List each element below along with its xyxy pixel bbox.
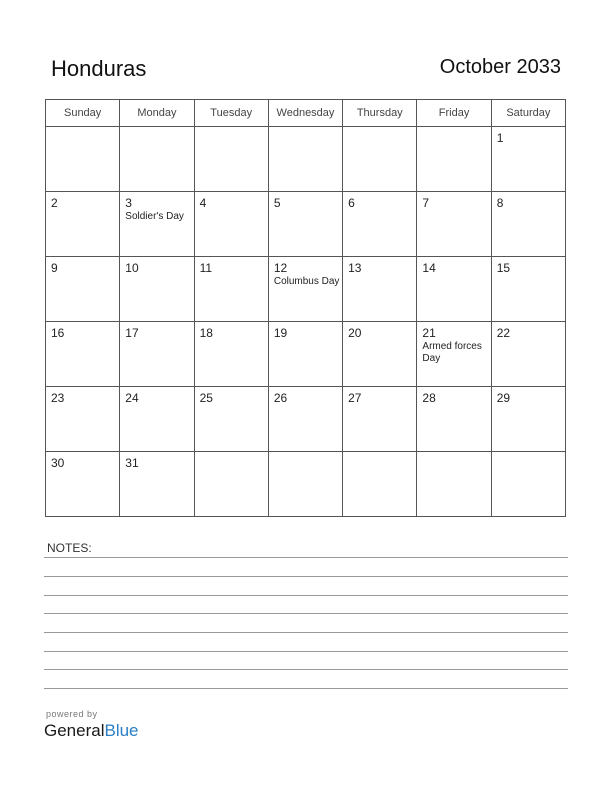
day-cell bbox=[194, 127, 268, 192]
day-number: 25 bbox=[199, 391, 213, 405]
calendar-grid bbox=[45, 99, 566, 517]
day-cell bbox=[417, 127, 491, 192]
day-cell bbox=[417, 322, 491, 387]
logo-general-text: General bbox=[44, 721, 105, 740]
day-number: 4 bbox=[199, 196, 207, 210]
week-row bbox=[46, 257, 566, 322]
day-number: 1 bbox=[496, 131, 504, 145]
day-cell bbox=[268, 452, 342, 517]
note-line bbox=[44, 669, 568, 670]
day-cell bbox=[120, 322, 194, 387]
day-cell bbox=[343, 452, 417, 517]
note-line bbox=[44, 688, 568, 689]
day-cell bbox=[46, 387, 120, 452]
day-number: 13 bbox=[348, 261, 362, 275]
day-number: 28 bbox=[422, 391, 436, 405]
day-cell bbox=[491, 322, 565, 387]
day-cell bbox=[491, 452, 565, 517]
week-row bbox=[46, 452, 566, 517]
weekday-header: Saturday bbox=[491, 100, 565, 127]
week-row bbox=[46, 387, 566, 452]
powered-by-text: powered by bbox=[46, 709, 98, 719]
day-cell bbox=[120, 257, 194, 322]
weekday-header: Friday bbox=[417, 100, 491, 127]
day-number: 3 bbox=[125, 196, 132, 210]
day-number: 11 bbox=[199, 261, 213, 275]
day-cell bbox=[120, 192, 194, 257]
day-cell bbox=[268, 257, 342, 322]
day-number: 24 bbox=[125, 391, 139, 405]
day-cell bbox=[343, 322, 417, 387]
day-number: 17 bbox=[125, 326, 139, 340]
note-line bbox=[44, 557, 568, 558]
day-cell bbox=[343, 127, 417, 192]
generalblue-logo bbox=[44, 721, 139, 741]
day-number: 5 bbox=[273, 196, 281, 210]
note-line bbox=[44, 632, 568, 633]
day-number: 14 bbox=[422, 261, 436, 275]
day-cell bbox=[46, 322, 120, 387]
day-cell bbox=[417, 257, 491, 322]
day-number: 7 bbox=[422, 196, 430, 210]
weekday-header: Thursday bbox=[343, 100, 417, 127]
day-cell bbox=[343, 257, 417, 322]
day-cell bbox=[46, 452, 120, 517]
day-cell bbox=[120, 387, 194, 452]
day-cell bbox=[268, 127, 342, 192]
month-year-title: October 2033 bbox=[439, 56, 561, 78]
day-cell bbox=[343, 387, 417, 452]
day-number: 20 bbox=[348, 326, 362, 340]
day-cell bbox=[268, 322, 342, 387]
day-cell bbox=[120, 452, 194, 517]
day-number: 18 bbox=[199, 326, 213, 340]
day-number: 27 bbox=[348, 391, 362, 405]
day-cell bbox=[343, 192, 417, 257]
logo-blue-text: Blue bbox=[104, 721, 139, 740]
country-title: Honduras bbox=[51, 56, 147, 81]
week-row bbox=[46, 192, 566, 257]
day-number: 16 bbox=[51, 326, 65, 340]
day-cell bbox=[120, 127, 194, 192]
day-cell bbox=[194, 452, 268, 517]
day-number: 15 bbox=[496, 261, 511, 275]
day-cell bbox=[491, 127, 565, 192]
note-line bbox=[44, 595, 568, 596]
day-cell bbox=[46, 127, 120, 192]
day-cell bbox=[46, 257, 120, 322]
holiday-label: Columbus Day bbox=[273, 276, 340, 287]
holiday-label: Armed forces Day bbox=[422, 341, 482, 364]
day-cell bbox=[491, 257, 565, 322]
day-number: 10 bbox=[125, 261, 139, 275]
week-row bbox=[46, 127, 566, 192]
weekday-header: Tuesday bbox=[194, 100, 268, 127]
day-number: 31 bbox=[125, 456, 139, 470]
day-number: 26 bbox=[273, 391, 288, 405]
day-number: 6 bbox=[348, 196, 355, 210]
day-cell bbox=[194, 192, 268, 257]
note-line bbox=[44, 613, 568, 614]
day-number: 19 bbox=[273, 326, 288, 340]
day-cell bbox=[268, 192, 342, 257]
day-cell bbox=[417, 452, 491, 517]
day-number: 8 bbox=[496, 196, 504, 210]
day-cell bbox=[417, 192, 491, 257]
day-cell bbox=[491, 387, 565, 452]
weekday-header: Monday bbox=[120, 100, 194, 127]
day-number: 12 bbox=[273, 261, 288, 275]
day-cell bbox=[46, 192, 120, 257]
note-line bbox=[44, 651, 568, 652]
day-cell bbox=[194, 387, 268, 452]
weekday-header-row bbox=[46, 100, 566, 127]
day-number: 30 bbox=[51, 456, 65, 470]
day-cell bbox=[194, 257, 268, 322]
day-cell bbox=[417, 387, 491, 452]
day-number: 29 bbox=[496, 391, 511, 405]
day-number: 2 bbox=[51, 196, 58, 210]
day-cell bbox=[491, 192, 565, 257]
day-number: 21 bbox=[422, 326, 436, 340]
holiday-label: Soldier's Day bbox=[125, 211, 184, 222]
day-number: 22 bbox=[496, 326, 511, 340]
weekday-header: Sunday bbox=[46, 100, 120, 127]
day-number: 9 bbox=[51, 261, 58, 275]
notes-label: NOTES: bbox=[47, 541, 92, 555]
weekday-header: Wednesday bbox=[268, 100, 342, 127]
day-number: 23 bbox=[51, 391, 65, 405]
day-cell bbox=[268, 387, 342, 452]
day-cell bbox=[194, 322, 268, 387]
note-line bbox=[44, 576, 568, 577]
week-row bbox=[46, 322, 566, 387]
